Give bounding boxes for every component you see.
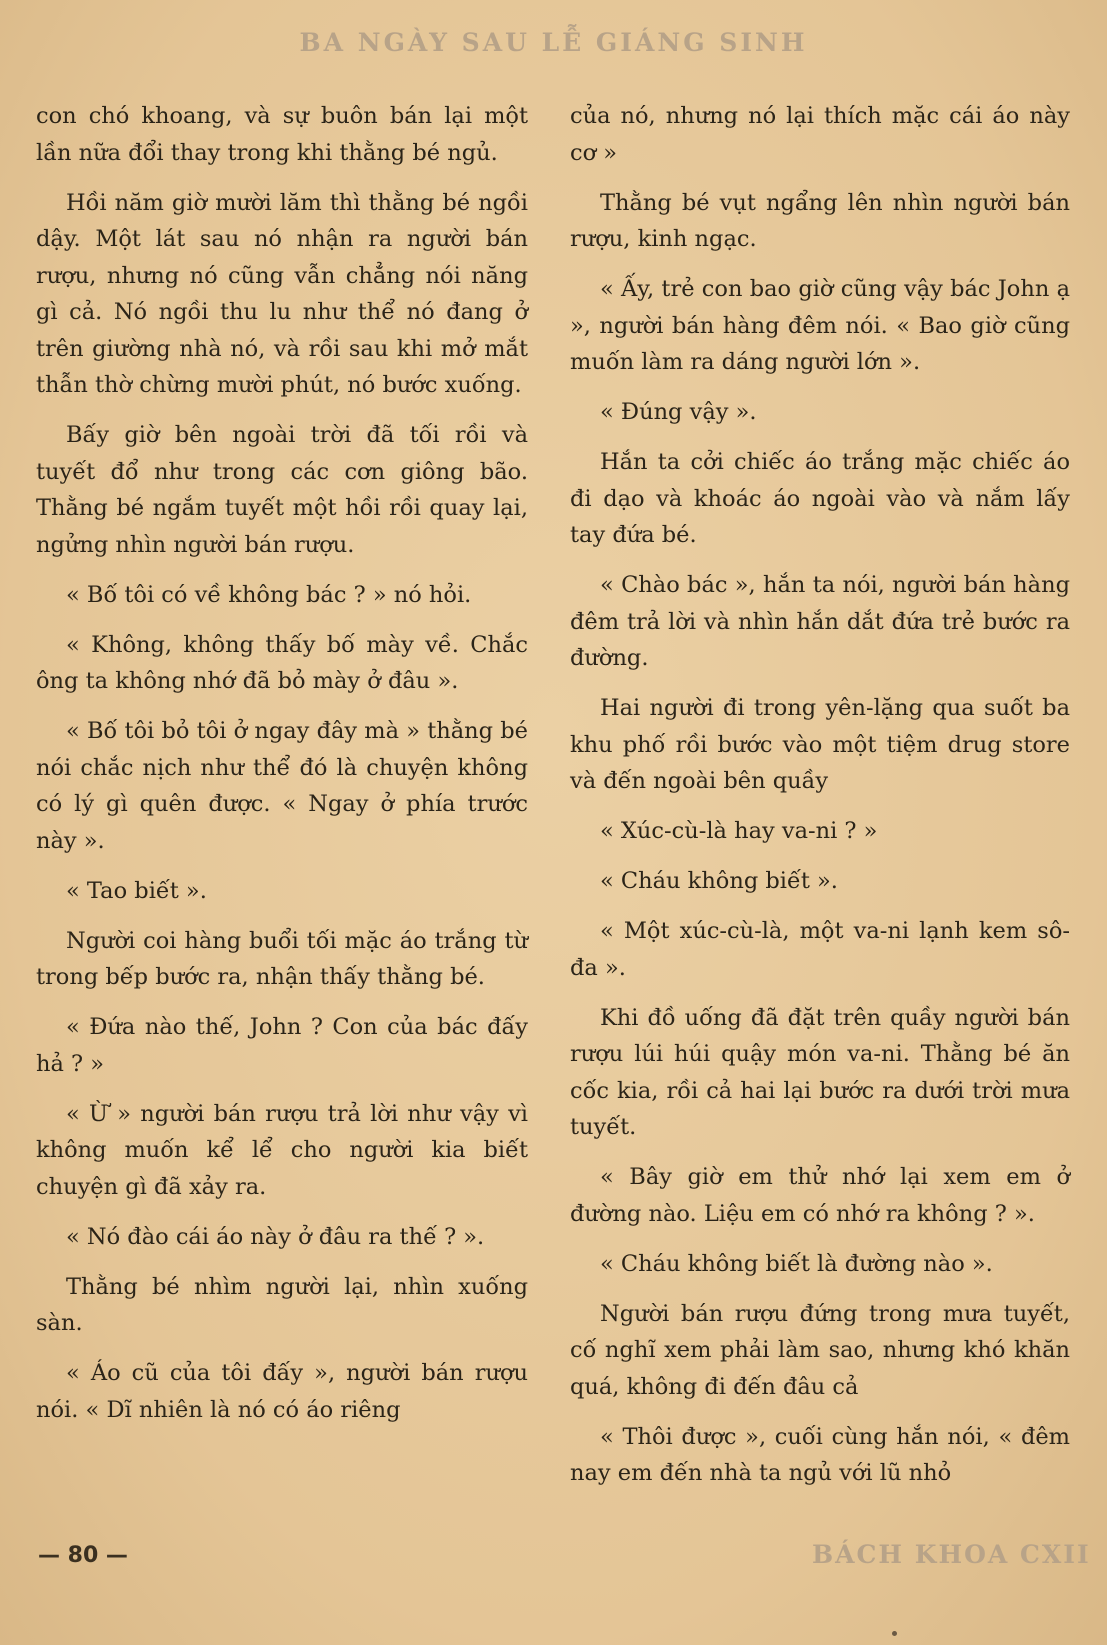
paragraph: « Cháu không biết ». [600, 868, 838, 894]
paragraph: của nó, nhưng nó lại thích mặc cái áo này cơ » [570, 103, 1070, 166]
paragraph: Thằng bé vụt ngẩng lên nhìn người bán rượu, kinh ngạc. [570, 189, 1070, 252]
paragraph: Bấy giờ bên ngoài trời đã tối rồi và tuyết đổ như trong các cơn giông bão. Thằng bé ngắm tuyết một hồi rồi quay lại, ngửng nhìn người bán rượu. [36, 422, 528, 558]
ink-speck [892, 1631, 897, 1636]
paragraph: « Ừ » người bán rượu trả lời như vậy vì không muốn kể lể cho người kia biết chuyện gì đã xảy ra. [36, 1100, 528, 1200]
paragraph: Khi đồ uống đã đặt trên quầy người bán rượu lúi húi quậy món va-ni. Thằng bé ăn cốc kia, rồi cả hai lại bước ra dưới trời mưa tuyết. [570, 1004, 1070, 1140]
paragraph: « Nó đào cái áo này ở đâu ra thế ? ». [66, 1223, 485, 1250]
paragraph: « Đúng vậy ». [600, 399, 757, 425]
paragraph: « Bố tôi bỏ tôi ở ngay đây mà » thằng bé nói chắc nịch như thể đó là chuyện không có lý gì quên được. « Ngay ở phía trước này ». [36, 718, 528, 854]
paragraph: « Thôi được », cuối cùng hắn nói, « đêm nay em đến nhà ta ngủ với lũ nhỏ [570, 1423, 1070, 1486]
paragraph: con chó khoang, và sự buôn bán lại một lần nữa đổi thay trong khi thằng bé ngủ. [36, 103, 528, 166]
right-text-column [570, 98, 1070, 1505]
paragraph: « Áo cũ của tôi đấy », người bán rượu nói. « Dĩ nhiên là nó có áo riêng [36, 1360, 528, 1423]
page-number: — 80 — [38, 1543, 128, 1568]
paragraph: « Cháu không biết là đường nào ». [600, 1250, 993, 1277]
paragraph: Hồi năm giờ mười lăm thì thằng bé ngồi dậy. Một lát sau nó nhận ra người bán rượu, nhưng nó cũng vẫn chẳng nói năng gì cả. Nó ngồi thu lu như thể nó đang ở trên giường nhà nó, và rồi sau khi mở mắt thẫn thờ chừng mười phút, nó bước xuống. [36, 189, 528, 398]
paragraph: « Một xúc-cù-là, một va-ni lạnh kem sô-đa ». [570, 918, 1070, 981]
paragraph: « Ấy, trẻ con bao giờ cũng vậy bác John ạ », người bán hàng đêm nói. « Bao giờ cũng muốn làm ra dáng người lớn ». [570, 276, 1070, 375]
paragraph: « Không, không thấy bố mày về. Chắc ông ta không nhớ đã bỏ mày ở đâu ». [36, 631, 528, 694]
left-text-column [36, 98, 528, 1442]
paragraph: Người bán rượu đứng trong mưa tuyết, cố nghĩ xem phải làm sao, nhưng khó khăn quá, không đi đến đâu cả [570, 1300, 1070, 1400]
running-title: BA NGÀY SAU LỄ GIÁNG SINH [299, 28, 808, 57]
paragraph: « Xúc-cù-là hay va-ni ? » [600, 818, 878, 844]
paragraph: « Tao biết ». [66, 877, 207, 904]
paragraph: « Chào bác », hắn ta nói, người bán hàng đêm trả lời và nhìn hắn dắt đứa trẻ bước ra đường. [570, 572, 1070, 671]
magazine-title: BÁCH KHOA CXII [812, 1540, 1091, 1569]
paragraph: Hắn ta cởi chiếc áo trắng mặc chiếc áo đi dạo và khoác áo ngoài vào và nắm lấy tay đứa bé. [570, 449, 1070, 548]
paragraph: Hai người đi trong yên-lặng qua suốt ba khu phố rồi bước vào một tiệm drug store và đến ngoài bên quầy [570, 695, 1070, 794]
paragraph: « Bố tôi có về không bác ? » nó hỏi. [66, 581, 472, 608]
paragraph: Thằng bé nhìm người lại, nhìn xuống sàn. [36, 1273, 528, 1336]
paragraph: « Bây giờ em thử nhớ lại xem em ở đường nào. Liệu em có nhớ ra không ? ». [570, 1164, 1070, 1227]
paragraph: Người coi hàng buổi tối mặc áo trắng từ trong bếp bước ra, nhận thấy thằng bé. [36, 927, 528, 990]
paragraph: « Đứa nào thế, John ? Con của bác đấy hả ? » [36, 1014, 528, 1077]
